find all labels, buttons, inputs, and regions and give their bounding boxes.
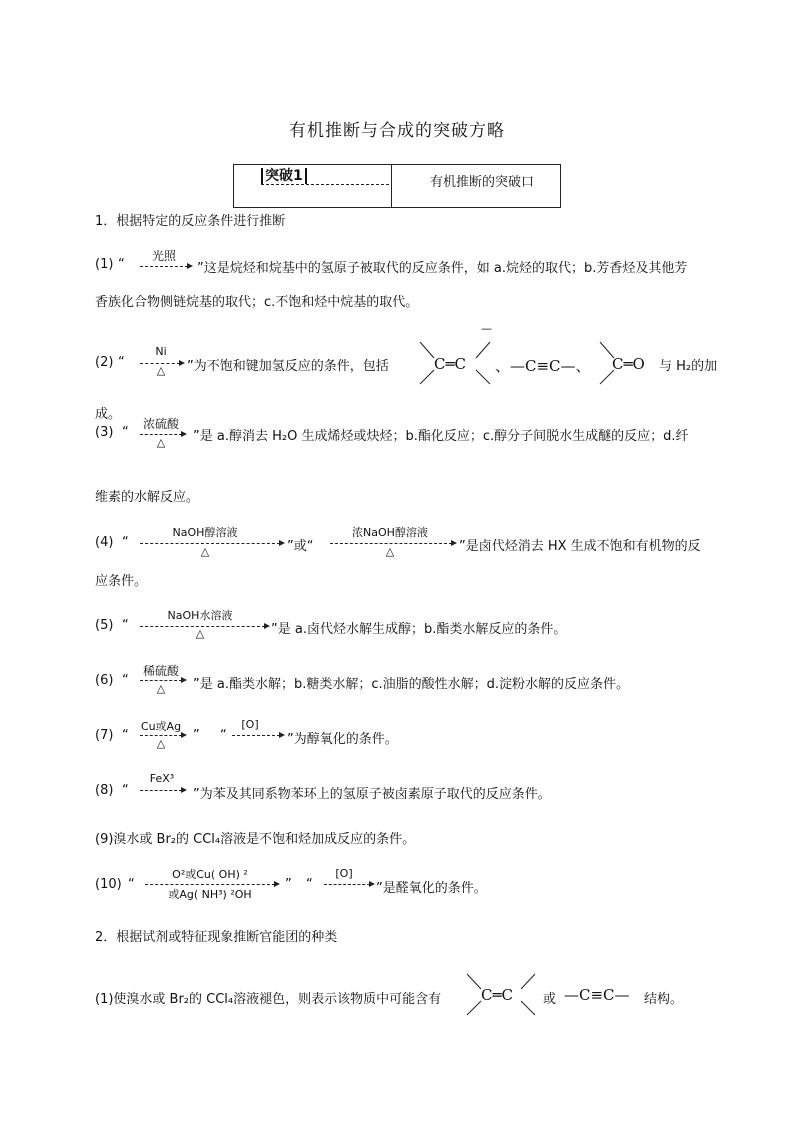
item-2-1-alkyne: —C≡C—	[564, 986, 630, 1004]
item-3-condition-top: 浓硫酸	[142, 417, 179, 431]
item-2-text: ”为不饱和键加氢反应的条件，包括	[187, 359, 389, 374]
page-title: 有机推断与合成的突破方略	[289, 121, 505, 141]
item-1-text-line2: 香族化合物侧链烷基的取代；c.不饱和烃中烷基的取代。	[95, 295, 419, 310]
item-2-condition-top: Ni	[155, 345, 167, 358]
item-5-quote-open: “	[122, 618, 129, 633]
section-label: 有机推断的突破口	[430, 175, 535, 190]
item-10-condition2: [O]	[335, 867, 353, 880]
item-2-quote-open: “	[118, 355, 125, 370]
item-8-text: ”为苯及其同系物苯环上的氢原子被卤素原子取代的反应条件。	[193, 787, 551, 802]
item-2-1-tail: 结构。	[644, 992, 684, 1007]
item-2-1-or: 或	[543, 992, 557, 1007]
item-2-condition-bottom: △	[156, 364, 166, 377]
item-3-condition-bottom: △	[156, 436, 166, 449]
item-2-mark: —	[481, 322, 492, 335]
item-1-condition: 光照	[151, 249, 176, 263]
item-5-condition-top: NaOH水溶液	[167, 609, 233, 622]
item-6-number: (6)	[95, 673, 114, 688]
item-10-quote-open-2: “	[306, 877, 313, 892]
item-4-arrow-2	[330, 543, 452, 544]
item-1-number: (1)	[95, 257, 114, 272]
heading-1: 1．根据特定的反应条件进行推断	[95, 214, 286, 229]
heading-2: 2．根据试剂或特征现象推断官能团的种类	[95, 930, 338, 945]
item-8-condition: FeX³	[149, 772, 175, 785]
item-6-text: ”是 a.酯类水解；b.糖类水解；c.油脂的酸性水解；d.淀粉水解的反应条件。	[193, 677, 630, 692]
item-7-number: (7)	[95, 728, 114, 743]
item-6-condition-bottom: △	[156, 682, 166, 695]
item-2-carbonyl: C═O	[612, 355, 645, 373]
item-5-number: (5)	[95, 618, 114, 633]
item-8-arrow	[140, 790, 182, 791]
item-10-condition-top: O²或Cu( OH) ²	[172, 868, 248, 881]
box-divider	[391, 165, 392, 207]
item-4-number: (4)	[95, 535, 114, 550]
item-4-condition-bottom: △	[200, 545, 210, 558]
item-4-condition-top: NaOH醇溶液	[172, 526, 238, 539]
item-3-quote-open: “	[122, 425, 129, 440]
item-7-quote-open-2: “	[220, 728, 227, 743]
item-7-arrow-2	[232, 735, 280, 736]
item-4-arrow	[140, 543, 280, 544]
item-3-text-line2: 维素的水解反应。	[95, 490, 200, 505]
item-1-quote-open: “	[118, 257, 125, 272]
item-5-condition-bottom: △	[195, 627, 205, 640]
item-3-arrow	[140, 434, 182, 435]
item-7-condition-bottom: △	[156, 737, 166, 750]
section-box	[233, 164, 561, 208]
item-2-1-text: (1)使溴水或 Br₂的 CCl₄溶液褪色，则表示该物质中可能含有	[95, 992, 442, 1007]
item-10-number: (10)	[95, 877, 122, 892]
item-2-text-line2: 成。	[95, 407, 122, 422]
item-6-quote-open: “	[122, 673, 129, 688]
item-2-alkyne-list: 、—C≡C—、	[495, 357, 591, 375]
item-4-text-line2: 应条件。	[95, 574, 148, 589]
item-7-quote-close: ”	[193, 728, 200, 743]
item-2-alkene: C═C	[434, 355, 466, 373]
section-tag: 突破1	[261, 168, 307, 184]
item-4-condition2-bottom: △	[385, 545, 395, 558]
item-7-condition2: [O]	[241, 718, 259, 731]
item-6-arrow	[140, 680, 182, 681]
item-5-text: ”是 a.卤代烃水解生成醇；b.酯类水解反应的条件。	[271, 622, 567, 637]
item-8-quote-open: “	[122, 783, 129, 798]
item-3-number: (3)	[95, 425, 114, 440]
item-1-text: ”这是烷烃和烷基中的氢原子被取代的反应条件，如 a.烷烃的取代；b.芳香烃及其他芳	[197, 261, 688, 276]
item-8-number: (8)	[95, 783, 114, 798]
dashed-underline	[261, 184, 389, 185]
item-4-text: ”是卤代烃消去 HX 生成不饱和有机物的反	[459, 539, 701, 554]
item-7-condition-top: Cu或Ag	[140, 720, 182, 733]
item-4-quote-open: “	[122, 535, 129, 550]
item-4-condition2-top: 浓NaOH醇溶液	[352, 526, 428, 539]
item-4-or: ”或“	[287, 539, 314, 554]
item-7-quote-open: “	[122, 728, 129, 743]
item-6-condition-top: 稀硫酸	[142, 664, 179, 678]
item-10-text: ”是醛氧化的条件。	[376, 881, 487, 896]
item-10-arrow	[145, 884, 275, 885]
item-7-arrow	[140, 735, 182, 736]
item-9-text: (9)溴水或 Br₂的 CCl₄溶液是不饱和烃加成反应的条件。	[95, 832, 416, 847]
item-10-arrow-2	[324, 884, 370, 885]
item-10-quote-open: “	[128, 877, 135, 892]
item-3-text: ”是 a.醇消去 H₂O 生成烯烃或炔烃；b.酯化反应；c.醇分子间脱水生成醚的反应；d.纤	[193, 429, 689, 444]
item-1-arrow	[140, 266, 188, 267]
item-10-condition-bottom: 或Ag( NH³) ²OH	[168, 888, 252, 901]
item-2-tail: 与 H₂的加	[659, 359, 718, 374]
item-10-quote-close: ”	[285, 877, 292, 892]
item-7-text: ”为醇氧化的条件。	[287, 732, 398, 747]
item-2-number: (2)	[95, 355, 114, 370]
item-2-1-alkene: C═C	[481, 986, 513, 1004]
